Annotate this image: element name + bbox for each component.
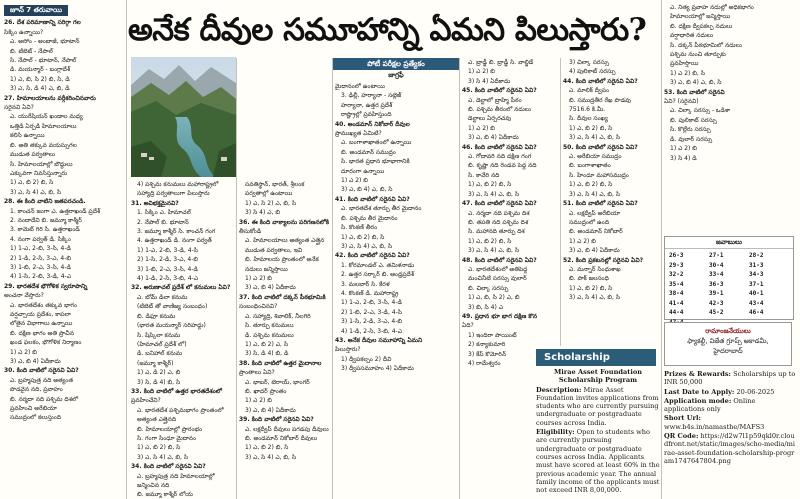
- question-line: ఎ. బ్రహ్మపుత్ర నది హిమాలయాల్లో: [137, 472, 215, 480]
- question-line: 3) సి, డి 4) బి, సి: [137, 378, 181, 386]
- question-line: బి. టిబెట్ - నేపాల్: [10, 47, 53, 55]
- question-line: 3) ఎ, బి 4) ఏదీకాదు: [569, 247, 620, 255]
- question-line: డెల్టాలు ఏర్పరచవు: [468, 115, 512, 123]
- question-line: 3. ఢిల్లీ, హర్యానా - సట్లెజ్: [341, 92, 402, 100]
- question-line: తీసుకోండి: [239, 228, 262, 236]
- answer-key-item: 34-3: [749, 271, 764, 278]
- question-text: 32. అరుణాచల్ ప్రదేశ్ లో కనుమలు ఏవి?: [131, 284, 231, 292]
- answer-key-item: 28-2: [749, 252, 764, 259]
- question-line: 1) ఎ, బి 2) ఎ, సి: [245, 340, 289, 348]
- mountain-valley-photo: [131, 57, 236, 177]
- question-line: 1) ఎ, బి 2) బి, సి: [468, 237, 512, 245]
- question-line: 1) ఎ 2) బి: [468, 68, 495, 76]
- question-line: 3) ఎ, బి 4) ఎ, బి, సి: [670, 79, 722, 87]
- question-line: 4) 1-డి, 2-సి, 3-బి, 4-ఎ: [137, 275, 198, 283]
- question-line: ప్రవహిస్తాయి: [670, 60, 699, 68]
- question-line: వర్షచ్చాయ ప్రదేశం, కాపలా: [10, 311, 71, 318]
- question-line: సంబంధించినవి?: [239, 303, 278, 311]
- short-url-link[interactable]: www.b4s.in/namasthe/MAFS3: [664, 422, 765, 431]
- question-line: ఎ. అసోం - అంబాజీ, భూటాన్: [10, 38, 80, 46]
- question-text: 43. అనేక దీవుల సమూహాన్ని ఏమని: [335, 336, 423, 344]
- scholarship-mode: [664, 397, 796, 414]
- question-line: డి. బనిహాల్ కనుమ: [137, 350, 183, 358]
- question-line: 3) ఎ, సి 4) ఎ, బి, సి: [10, 188, 62, 196]
- question-line: సి. తూర్పు కనుమలు: [245, 322, 294, 330]
- question-text: 29. భారతదేశ భౌగోళిక స్వరూపాన్ని: [4, 282, 88, 290]
- question-text: 42. కింది వాటిలో సరైనవి ఏవి?: [335, 252, 410, 260]
- answer-key-item: 31-3: [749, 261, 764, 269]
- question-line: 2) 1-బి, 2-ఎ, 3-డి, 4-సి: [341, 308, 402, 316]
- question-line: బి. జమ్మూ కాశ్మీర్ లోయ: [137, 491, 193, 498]
- scholarship-title: Scholarship: [536, 349, 656, 366]
- scholarship-body-continued: [664, 370, 796, 499]
- question-line: 1. కోరమాండల్ ఎ. తమిళనాడు: [341, 261, 415, 269]
- question-line: సి. కొల్లేరు సరస్సు: [670, 126, 711, 134]
- question-text: 51. కింది వాటిలో సరైనవి ఏవి?: [563, 200, 638, 208]
- question-line: 3. మలబార్ సి. కేరళ: [341, 280, 390, 288]
- question-line: సి. హిమాలయాల్లో బౌద్ధులు: [10, 160, 73, 168]
- question-line: 3) సి, డి 4) బి, డి: [245, 350, 289, 358]
- question-line: ఎ. బంగాళాఖాతంలో ఉన్నాయి: [341, 139, 412, 147]
- question-line: 3) ఎ, బి 4) ఏదీకాదు: [245, 284, 296, 292]
- question-column-2: [131, 180, 234, 498]
- scholarship-description: [536, 386, 660, 427]
- question-line: 1) ఎ, సి 2) ఎ, బి, సి: [245, 199, 297, 207]
- scholarship-last-date: [664, 388, 796, 396]
- question-line: ఏవి? (సరైనవి): [664, 98, 699, 106]
- answer-key-item: 26-3: [669, 252, 684, 259]
- question-line: బి. డిఫూ కనుమ: [137, 312, 176, 320]
- question-line: సి. గంగా సింధూ మైదానం: [137, 434, 197, 442]
- answer-key-item: 44-4: [669, 309, 684, 316]
- question-line: ఎ. భారతదేశ పశ్చిమభాగం ప్రాంతంలో: [137, 406, 224, 414]
- question-line: బి. దక్షిణ ద్వీపకల్ప నదులు: [670, 22, 733, 30]
- question-line: సి. షిప్కిలా కనుమ: [137, 331, 181, 339]
- author-role: ఫ్యాకల్టీ, విజేత గ్రూప్స్ అకాడమీ,: [687, 337, 769, 345]
- question-text: 49. ప్రధాన భూ భాగ దక్షిణ కొన: [462, 312, 538, 320]
- question-text: 44. కింది వాటిలో సరైనవి ఏవి?: [563, 77, 638, 85]
- qr-code-link[interactable]: https://d2w7l1p59qkl0r.cloudfront.net/static/images/scho-media/mirae-asset-foundation-scholarship-program1747647804.png: [664, 432, 795, 465]
- question-line: కలిసి ఉన్నాయి: [10, 132, 45, 140]
- question-line: జన్మించిన నది: [137, 482, 170, 489]
- question-line: 1) ఎ 2) బి: [670, 145, 697, 153]
- question-column-1: [4, 18, 124, 422]
- question-text: 41. కింది వాటిలో సరైనవి ఏవి?: [335, 195, 410, 203]
- question-text: 37. కింది వాటిలో దక్కన్ పీఠభూమికి: [239, 293, 326, 301]
- question-text: 48. కింది వాటిలో సరైనవి ఏవి?: [462, 256, 537, 264]
- question-line: 1) ఎ 2) బి: [245, 397, 272, 405]
- question-line: సి. నేపాల్ - భూటాన్, నేపాల్: [10, 57, 77, 65]
- question-line: 4. ఉత్తరాఖండ్ డి. నంగా పర్వత్: [137, 237, 212, 245]
- question-line: 3) ఎ, బి 4) ఏదీకాదు: [10, 358, 61, 366]
- question-line: డి. వులార్ సరస్సు: [670, 135, 713, 143]
- answer-key-item: 38-4: [669, 290, 684, 297]
- question-line: బి. పులికాట్ సరస్సు: [670, 116, 717, 124]
- question-line: 1) 1-ఎ, 2-బి, 3-సి, 4-డి: [341, 299, 402, 307]
- question-line: 1) ఎ, బి 2) బి, సి: [341, 233, 385, 241]
- question-line: 1) 1-ఎ, 2-బి, 3-డి, 4-సి: [137, 246, 198, 254]
- question-column-4: [335, 82, 458, 374]
- answer-key-box: [664, 236, 794, 320]
- question-line: ఎ. మన్నార్ సింధుశాఖ: [569, 265, 621, 273]
- question-line: 3. కామెట్ గిరి సి. ఉత్తరాఖండ్: [10, 226, 80, 234]
- answer-key-item: 45-2: [709, 309, 724, 316]
- question-line: 3) ఎ, సి 4) ఎ, బి, సి: [341, 242, 393, 250]
- scholarship-name: Mirae Asset Foundation Scholarship Program: [553, 368, 643, 385]
- question-line: బి. ఖాదర్ ప్రాంతం: [245, 387, 287, 395]
- question-line: ఎ. బ్రహ్మపుత్ర నది అత్యంత: [10, 376, 73, 384]
- question-line: బి. దక్షిణ భాగం అతి ప్రాచీన: [10, 329, 74, 337]
- question-line: రాష్ట్రాల్లో ప్రవహిస్తుంది: [341, 111, 392, 119]
- question-line: సహ్యాద్రి పర్వతాలుగా పిలుస్తారు: [137, 190, 210, 198]
- answer-key-item: 40-1: [749, 290, 764, 297]
- question-text: 26. దేశ పరిమాణాన్ని సరిగ్గా గల: [4, 19, 81, 27]
- question-line: 3) ఎ, సి 4) ఎ, బి, సి: [245, 453, 297, 461]
- answer-key-item: 29-3: [669, 261, 684, 269]
- mode-label: Application mode:: [664, 396, 732, 405]
- question-text: 27. హిమాలయాలను వర్గీకరించినవారు: [4, 94, 96, 102]
- question-line: ఎ. డెల్టాలో బ్రాహ్మి పీఠం: [468, 96, 522, 104]
- question-line: వర్షాధారిత నదులు: [670, 32, 714, 40]
- question-line: బి. బంగాళాఖాతం: [569, 162, 611, 170]
- question-line: ఎ. భారతదేశం తక్కువ భాగం: [10, 301, 78, 309]
- question-line: 1) ఎ 2) బి: [468, 124, 495, 132]
- question-line: ఎ. హిమాలయాలు అత్యంత ఎత్తైన: [245, 237, 325, 245]
- column-divider: [459, 58, 460, 499]
- question-line: ఎ. నర్మదా నది పశ్చిమ దిశ: [468, 209, 530, 217]
- question-line: 3) ద్వీపసమూహం 4) ఏదీకాదు: [341, 365, 414, 373]
- question-line: బి. నర్మదా నది పశ్చిమ దిశలో: [10, 395, 79, 403]
- question-line: 3) 1-బి, 2-ఎ, 3-సి, 4-డి: [137, 265, 198, 273]
- question-line: డి. మయన్మార్ - బంగ్లాదేశ్: [10, 66, 71, 74]
- scholarship-body: [536, 368, 660, 499]
- column-4: [335, 82, 458, 498]
- question-line: ప్రాముఖ్యత ఏమిటి?: [335, 130, 382, 138]
- answer-key-title: జవాబులు: [665, 237, 793, 249]
- question-line: బి. పాక్ జలసంధి: [569, 275, 609, 283]
- question-line: పిలుస్తారు?: [335, 346, 361, 354]
- question-line: ఎ. భారతదేశంలో అతిపెద్ద: [468, 265, 528, 273]
- question-line: అంచనా వేస్తారు?: [4, 292, 44, 300]
- question-line: 3. జమ్మూ కాశ్మీర్ సి. కాంచన్ గంగ: [137, 228, 216, 236]
- question-line: 3) ఎ, సి 4) ఎ, బి, సి: [468, 247, 520, 255]
- question-column-7: [664, 3, 796, 163]
- question-line: (టిబెట్ తో వాణిజ్య సంబంధం): [137, 303, 208, 311]
- question-line: 1. కాంచన్ జంగా ఎ. ఉత్తరాఖండ్ ప్రదేశ్: [10, 207, 101, 215]
- column-2: [131, 180, 234, 498]
- question-line: బి. అండమాన్ నికోబార్ దీవులు: [245, 434, 318, 442]
- date-badge: జూన్ 7 తరువాయి: [4, 5, 68, 16]
- question-line: (జమ్మూ కాశ్మీర్): [137, 359, 174, 367]
- eligibility-label: Eligibility:: [536, 428, 575, 437]
- eligibility-text: Open to students who are currently pursuing undergraduate or postgraduate courses across India. Applicants must have scored at least 60% in the previous academic year. The annual family income of the applicants must not exceed INR 8,00,000.: [536, 428, 660, 495]
- question-line: 1) ఎ, బి 2) బి, సి: [137, 444, 181, 452]
- question-line: బి. చిల్కా సరస్సు: [468, 284, 509, 292]
- question-line: 3) ఎ, సి 4) ఎ, బి, సి: [569, 190, 621, 198]
- question-line: 7516.6 కి.మీ.: [569, 106, 606, 114]
- question-line: ఎ. బ్రాడ్జీ బి. బ్రాడ్జీ సి. వాల్జిడే: [468, 59, 534, 66]
- question-line: సి. భారత ప్రధాన భూభాగానికి: [341, 158, 410, 166]
- question-text: 50. కింది వాటిలో సరైనవి ఏవి?: [563, 143, 638, 151]
- question-line: 4) పులికాట్ సరస్సు: [569, 68, 616, 76]
- answer-key-item: 36-3: [709, 280, 724, 288]
- answer-key-item: 37-1: [749, 280, 764, 288]
- question-line: బి. సముద్రతీర రేఖ పొడవు: [569, 96, 632, 104]
- question-line: 4. కొంకణ్ డి. మహారాష్ట్ర: [341, 289, 399, 297]
- question-line: 1) ఎ, బి 2) బి, సి: [10, 179, 54, 187]
- answer-key-item: 41-4: [669, 299, 684, 307]
- question-line: 1) ఎ, బి 2) బి, సి: [468, 181, 512, 189]
- description-text: Mirae Asset Foundation invites applications from students who are currently pursuing undergraduate or postgraduate courses across India.: [536, 385, 659, 427]
- question-line: ఎ. లక్షద్వీప్ దీవులు పగడపు దీవులు: [245, 425, 329, 433]
- question-line: 1) ఇందిరా పాయింట్: [468, 331, 517, 339]
- qr-code-label: QR Code:: [664, 432, 699, 441]
- question-line: పొడవైన నది, ప్రవాహం: [10, 386, 63, 394]
- question-line: 1) ఎ 2) బి, సి: [670, 69, 705, 77]
- page-headline: అనేక దీవుల సమూహాన్ని ఏమని పిలుస్తారు?: [128, 12, 647, 48]
- question-text: 38. కింది వాటిలో ఉత్తర మైదానాల: [239, 359, 322, 367]
- question-line: 1) ఎ 2) బి: [10, 348, 37, 356]
- question-line: 1) ఎ, బి 2) బి, సి: [569, 124, 613, 132]
- question-text: 36. ఈ కింది వాక్యాలను పరిగణనలోకి: [239, 218, 330, 226]
- question-line: 3) ఎ, సి 4) ఎ, బి, సి: [137, 453, 189, 461]
- answer-key-item: 33-4: [709, 271, 724, 278]
- scholarship-qr: [664, 432, 796, 465]
- question-line: 2) 1-సి, 2-డి, 3-ఎ, 4-బి: [137, 256, 198, 264]
- question-line: మంచినీటి సరస్సు వులార్: [468, 275, 527, 283]
- question-line: ఎ. గోదావరి నది దక్షిణ గంగ: [468, 153, 532, 161]
- question-line: 3) సి 4) ఏదీకాదు: [468, 77, 511, 85]
- question-line: ఖండ ఫలకం, భౌగోళిక నిర్మాణం: [10, 339, 82, 347]
- question-text: 28. ఈ కింది వాటిని జతపరచండి.: [4, 198, 86, 206]
- question-line: 2. ఉత్తర సర్కార్ బి. ఆంధ్రప్రదేశ్: [341, 271, 415, 279]
- section-subtitle: జాగ్రఫీ: [388, 71, 404, 79]
- question-text: 31. అవిభక్తమైనవి?: [131, 199, 179, 207]
- question-line: బి. అండమాన్ సముద్రం: [341, 148, 396, 156]
- question-line: 3) ఎ, బి 4) ఎ, బి, సి: [341, 186, 393, 194]
- question-line: 3) ఎ, సి 4) ఎ, బి, సి: [569, 134, 621, 142]
- question-line: ఎ. భాబర్, టెరాయ్, భాంగర్: [245, 378, 310, 386]
- question-line: ఎ. అరేబియా సముద్రం: [569, 153, 622, 161]
- question-line: బి. హిమాలయాల్లో ప్రారంభం: [137, 425, 203, 433]
- question-line: 2) కన్యాకుమారి: [468, 341, 506, 349]
- question-line: మైదానంలో ఉంటాయి: [335, 83, 385, 90]
- question-line: సి. దక్కన్ పీఠభూమిలో నదులు: [670, 41, 742, 49]
- answer-key-item: 27-1: [709, 252, 724, 259]
- question-text: 39. కింది వాటిలో సరైనవి ఏవి?: [239, 416, 314, 424]
- question-line: 4) రామేశ్వరం: [468, 360, 501, 367]
- column-divider: [332, 58, 333, 499]
- question-line: 3) ఎ, బి 4) ఏదీకాదు: [245, 406, 296, 414]
- question-text: 52. కింది ప్రకటనల్లో సరైనవి ఏవి?: [563, 256, 644, 264]
- question-line: 4) 1-సి, 2-బి, 3-డి, 4-ఎ: [10, 273, 71, 281]
- description-label: Description:: [536, 385, 582, 394]
- question-line: సవతిస్థాన్, భారత్, శ్రీలంక: [245, 181, 305, 188]
- question-line: ప్రవహించి అరేబియా: [10, 405, 57, 413]
- question-line: 2) 1-డి, 2-సి, 3-ఎ, 4-బి: [10, 254, 71, 262]
- question-line: ఒత్తిడి ఏర్పడి హిమాలయాలు: [10, 122, 77, 130]
- question-line: సముద్రంలో ఉంది: [569, 218, 610, 226]
- question-text: 33. కింది వాటిలో ఉత్తర భారతదేశంలో: [131, 387, 222, 395]
- question-line: బి. పశ్చిమ తీర మైదానం: [341, 214, 398, 222]
- scholarship-prizes: [664, 370, 796, 387]
- question-line: ప్రాంతాలు ఏవి?: [239, 369, 275, 377]
- question-line: నదులు జన్మిస్తాయి: [245, 265, 288, 273]
- question-line: ఎ. చిల్కా సరస్సు - ఒడిశా: [670, 107, 731, 115]
- prizes-text: Scholarships up to INR 50,000: [664, 370, 796, 387]
- question-line: దూరంగా ఉన్నాయి: [341, 167, 385, 175]
- column-divider: [126, 0, 127, 499]
- question-line: ఎ. సహ్యాద్రి, శివాలిక్, నీలగిరి: [245, 312, 311, 320]
- answer-key-item: 46-4: [749, 309, 764, 316]
- question-text: 40. అండమాన్ నికోబార్ దీవుల: [335, 120, 410, 128]
- question-line: పర్వతాల్లో ఉంటాయి: [245, 190, 293, 198]
- question-line: బి. అండమాన్ నికోబార్: [569, 228, 623, 236]
- question-line: 3) సి 4) ఎ, బి: [245, 209, 280, 217]
- answer-key-item: 39-1: [709, 290, 724, 297]
- question-line: ఎ. మాలిక్ ద్వీపం: [569, 87, 610, 95]
- question-line: సరైనవి ఏవి?: [4, 104, 34, 112]
- question-line: ఎ. భారతదేశ తూర్పు తీర మైదానం: [341, 205, 422, 213]
- question-line: 3) ఎ, సి 4) ఎ, బి, సి: [468, 190, 520, 198]
- question-text: 46. కింది వాటిలో సరైనవి ఏవి?: [462, 143, 537, 151]
- question-text: 53. కింది వాటిలో సరైనవి: [664, 88, 725, 96]
- question-line: ముడుత పర్వతాలు, ఇవి: [245, 246, 303, 254]
- last-date-label: Last Date to Apply:: [664, 387, 735, 396]
- scholarship-url: [664, 414, 796, 431]
- question-text: 47. కింది వాటిలో సరైనవి ఏవి?: [462, 200, 537, 208]
- question-line: ముడుత పర్వతాలు: [10, 151, 55, 159]
- answer-key-item: 42-3: [709, 299, 724, 307]
- answer-key-item: 43-4: [749, 299, 764, 307]
- question-line: డి. పశ్చిమ కనుమలు: [245, 331, 294, 339]
- question-line: 1) ఎ, బి 2) బి, సి: [569, 181, 613, 189]
- question-line: 3) సి 4) డి: [670, 154, 697, 162]
- question-line: 3) ఎ, సి, డి 4) ఎ, బి, డి: [10, 85, 70, 93]
- question-line: 1) ఎ 2) బి: [245, 275, 272, 283]
- landscape-image: [131, 57, 236, 177]
- question-line: బి. పశ్చిమ తీరంలో నదులు: [468, 106, 532, 114]
- question-line: సి. హిందూ మహాసముద్రం: [569, 171, 629, 179]
- question-line: 2. నేపాల్ బి. భూటాన్: [137, 218, 189, 226]
- column-7: [664, 3, 796, 233]
- question-line: హర్యానా, ఉత్తర ప్రదేశ్: [341, 101, 393, 109]
- question-line: 3) 1-సి, 2-డి, 3-ఎ, 4-బి: [341, 318, 402, 326]
- question-line: 1) ఎ, డి 2) ఎ, బి: [137, 369, 181, 377]
- question-line: ఎ. బోమ్ డిలా కనుమ: [137, 293, 188, 301]
- column-divider: [560, 58, 561, 346]
- prizes-label: Prizes & Rewards:: [664, 370, 731, 378]
- question-line: 1) ఎ, బి, సి 2) బి, సి, డి: [10, 75, 70, 83]
- question-line: బి. అతి తక్కువ వయస్సుగల: [10, 141, 77, 149]
- author-name: రామాంజనేయులు: [705, 327, 751, 335]
- question-line: 4) 1-డి, 2-సి, 3-బి, 4-ఎ: [341, 327, 402, 335]
- question-line: సి. కావేరి నది: [468, 171, 500, 179]
- question-line: 1) 1-ఎ, 2-బి, 3-సి, 4-డి: [10, 245, 71, 253]
- last-date-text: 20-06-2025: [736, 387, 775, 396]
- question-line: ప్రవహించేవి?: [131, 397, 161, 405]
- question-line: (హిమాచల్ ప్రదేశ్ లో): [137, 340, 187, 348]
- question-line: 4) పశ్చిమ కనుమలు మహారాష్ట్రలో: [137, 181, 219, 188]
- short-url-label: Short Url:: [664, 414, 701, 423]
- question-line: 3) ఎ, సి 4) ఎ, బి, సి: [569, 294, 621, 302]
- question-text: 30. కింది వాటిలో సరైనవి ఏవి?: [4, 367, 79, 375]
- question-line: లోతైన విభాగాలు ఉన్నాయి: [10, 320, 73, 328]
- question-line: అత్యంత ఎత్తైనది: [137, 416, 177, 424]
- question-column-3: [239, 180, 331, 462]
- column-divider: [236, 58, 237, 499]
- answer-key-grid: [665, 249, 793, 329]
- author-credit: [664, 322, 792, 366]
- column-divider: [661, 0, 662, 499]
- column-6: [563, 58, 660, 346]
- question-line: 3) కేప్ కొమోరిన్: [468, 350, 507, 358]
- question-line: బి. కృష్ణా నది రెండవ పెద్ద నది: [468, 162, 537, 170]
- question-line: పశ్చిమ నుంచి తూర్పుకు: [670, 51, 726, 59]
- question-line: ఏది?: [462, 322, 474, 330]
- question-line: ఎ. నిత్య ప్రవాహ నదుల్లో అధికభాగం: [670, 4, 754, 11]
- answer-key-item: 30-4: [709, 261, 724, 269]
- question-line: 1) ద్వీపకల్పం 2) దీవి: [341, 355, 392, 363]
- question-line: 1) ఎ 2) బి: [341, 177, 368, 185]
- question-line: సిక్కిం ఉన్నాయి?: [4, 28, 44, 36]
- question-line: 3) ఎ, బి 4) ఏదీకాదు: [468, 134, 519, 142]
- question-text: 45. కింది వాటిలో సరైనవి ఏవి?: [462, 87, 537, 95]
- answer-key-item: 32-2: [669, 271, 684, 278]
- mode-text: Online applications only: [664, 396, 756, 414]
- question-line: సి. దీవుల సంఖ్య: [569, 115, 608, 123]
- answer-key-item: 35-4: [669, 280, 684, 288]
- column-3: [239, 180, 331, 498]
- author-place: హైదరాబాద్: [713, 347, 743, 355]
- question-line: 1) ఎ, బి 2) బి, సి: [569, 284, 613, 292]
- question-line: హిమాలయాల్లో జన్మిస్తాయి: [670, 13, 731, 21]
- question-line: 4. నంగా పర్వత్ డి. సిక్కిం: [10, 235, 71, 243]
- question-line: 3) చిల్కా సరస్సు: [569, 59, 609, 66]
- question-line: సి. మహానది తూర్పు దిశ: [468, 228, 525, 236]
- question-line: ఎ. లక్షద్వీప్ అరేబియా: [569, 209, 621, 217]
- question-column-6: [563, 58, 660, 303]
- question-line: 3) 1-బి, 2-ఎ, 3-సి, 4-డి: [10, 263, 71, 271]
- question-line: 3) బి, సి 4) ఎ: [468, 303, 503, 311]
- question-line: ఎ. యురేషియన్ ఖండాల మధ్య: [10, 113, 83, 121]
- question-line: సముద్రంలో కలుస్తుంది: [10, 414, 62, 422]
- question-line: 2. నందాదేవి బి. జమ్మూ కాశ్మీర్: [10, 216, 82, 224]
- question-line: బి. తపతి నది పశ్చిమ దిశ: [468, 218, 529, 226]
- section-banner: పోటీ పరీక్షల ప్రత్యేకం: [333, 58, 459, 70]
- question-line: 1) ఎ, బి, సి 2) ఎ, బి: [468, 294, 520, 302]
- question-line: బి. హిమాలయ ప్రాంతంలో అనేక: [245, 256, 319, 264]
- column-1: [4, 3, 124, 497]
- question-line: 1. సిక్కిం ఎ. హిమాచల్: [137, 209, 191, 217]
- question-line: (భారత మయన్మార్ సరిహద్దు): [137, 322, 206, 330]
- question-column-5: [462, 58, 559, 368]
- question-line: 1) ఎ 2) బి: [569, 237, 596, 245]
- question-line: 1) ఎ, బి 2) బి, సి: [245, 444, 289, 452]
- question-line: ఎక్కువగా నివసిస్తున్నారు: [10, 169, 68, 177]
- question-text: 34. కింది వాటిలో సరైనవి ఏవి?: [131, 463, 206, 471]
- scholarship-eligibility: [536, 428, 660, 494]
- question-line: సి. కొంకణ్ తీరం: [341, 224, 378, 232]
